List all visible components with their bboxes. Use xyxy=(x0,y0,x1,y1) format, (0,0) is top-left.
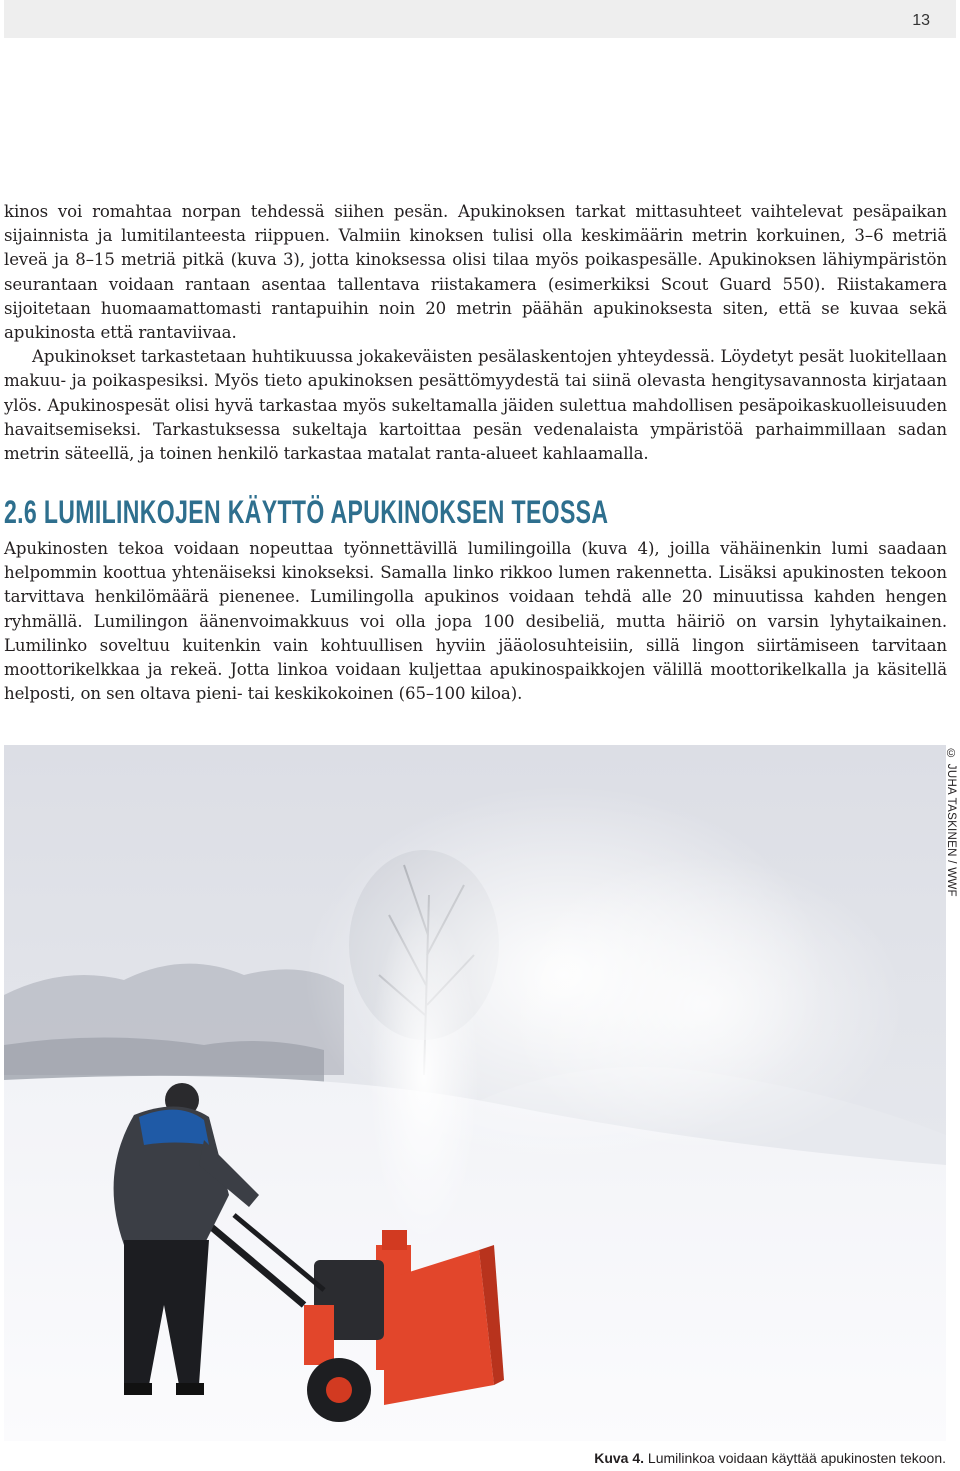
figure-caption xyxy=(594,1450,946,1466)
page-number: 13 xyxy=(912,12,930,29)
section-heading: 2.6 LUMILINKOJEN KÄYTTÖ APUKINOKSEN TEOSSA xyxy=(4,494,609,530)
photo-credit: © JUHA TASKINEN / WWF xyxy=(945,748,957,897)
paragraph: Apukinokset tarkastetaan huhtikuussa jokakeväisten pesälaskentojen yhteydessä. Löydetyt pesät luokitellaan makuu- ja poikaspesiksi. Myös tieto apukinoksen pesättömyydestä tai siinä olevasta hengitysavannosta kirjataan ylös. Apukinospesät olisi hyvä tarkastaa myös sukeltamalla jäiden sulettua mahdollisen pesäpoikaskuolleisuuden havaitsemiseksi. Tarkastuksessa sukeltaja kartoittaa pesän vedenalaista ympäristöä parhaimmillaan sadan metrin säteellä, ja toinen henkilö tarkastaa matalat ranta-alueet kahlaamalla. xyxy=(4,347,947,464)
paragraph: Apukinosten tekoa voidaan nopeuttaa työnnettävillä lumilingoilla (kuva 4), joilla vähäinenkin lumi saadaan helpommin koottua yhtenäiseksi kinokseksi. Samalla linko rikkoo lumen rakennetta. Lisäksi apukinosten tekoon tarvittava henkilömäärä pienenee. Lumilingolla apukinos voidaan tehdä alle 20 minuutissa kahden hengen ryhmällä. Lumilingon äänenvoimakkuus voi olla jopa 100 desibeliä, mutta häiriö on varsin lyhytaikainen. Lumilinko soveltuu kuitenkin vain kohtuullisen hyviin jääolosuhteisiin, sillä lingon siirtämiseen tarvitaan moottorikelkkaa ja rekeä. Jotta linkoa voidaan kuljettaa apukinospaikkojen välillä moottorikelkalla ja käsitellä helposti, on sen oltava pieni- tai keskikokoinen (65–100 kiloa). xyxy=(4,539,947,704)
caption-label: Kuva 4. xyxy=(594,1450,645,1466)
section-text xyxy=(4,537,947,706)
section-text-continued xyxy=(4,200,947,466)
snowblower-photo xyxy=(4,745,946,1441)
paragraph: kinos voi romahtaa norpan tehdessä siihen pesän. Apukinoksen tarkat mittasuhteet vaihtelevat pesäpaikan sijainnista ja lumitilanteesta riippuen. Valmiin kinoksen tulisi olla keskimäärin metrin korkuinen, 3–6 metriä leveä ja 8–15 metriä pitkä (kuva 3), jotta kinoksessa olisi tilaa myös poikaspesälle. Apukinoksen lähiympäristön seurantaan voidaan rantaan asentaa tallentava riistakamera (esimerkiksi Scout Guard 550). Riistakamera sijoitetaan huomaamattomasti rantapuihin noin 20 metrin päähän apukinoksesta siten, että se kuvaa sekä apukinosta että rantaviivaa. xyxy=(4,202,947,343)
caption-text: Lumilinkoa voidaan käyttää apukinosten tekoon. xyxy=(644,1450,946,1466)
page-header-band xyxy=(4,0,956,38)
